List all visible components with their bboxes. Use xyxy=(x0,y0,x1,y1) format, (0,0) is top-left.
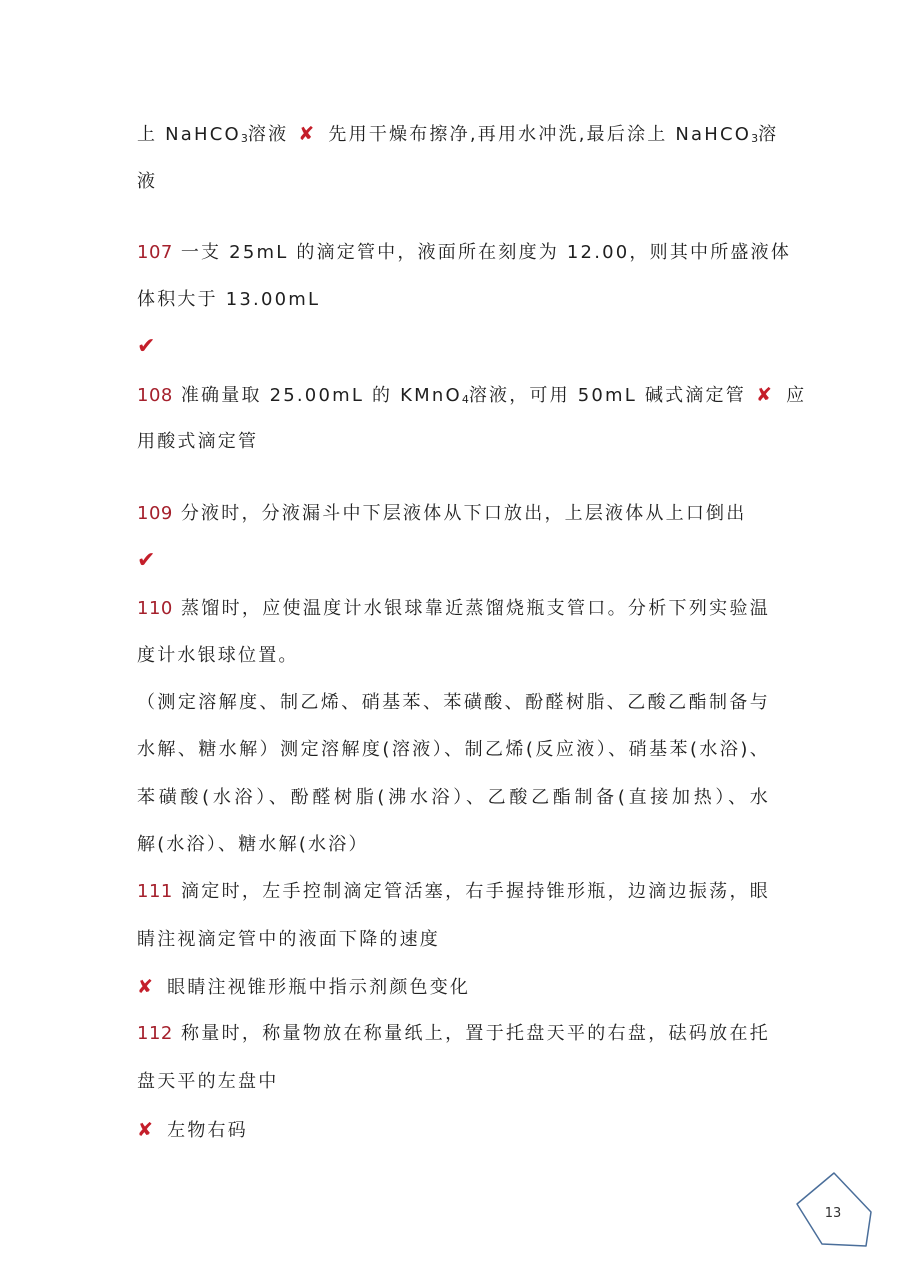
page-number: 13 xyxy=(824,1206,842,1221)
question-108-line-1 xyxy=(137,382,807,411)
question-110-line-5: 苯磺酸(水浴）、酚醛树脂(沸水浴）、乙酸乙酯制备(直接加热）、水 xyxy=(137,787,770,808)
question-112-answer xyxy=(137,1117,770,1144)
subscript: 3 xyxy=(240,132,248,145)
question-text: 溶液，可用 50mL 碱式滴定管 xyxy=(468,385,746,406)
question-text: 滴定时，左手控制滴定管活塞，右手握持锥形瓶，边滴边振荡，眼 xyxy=(180,881,770,902)
continued-statement-line-2: 液 xyxy=(137,171,158,192)
text-segment: 上 NaHCO xyxy=(137,124,241,145)
question-111-line-1 xyxy=(137,879,770,905)
text-segment: 溶液 xyxy=(247,124,289,145)
cross-mark-icon: ✘ xyxy=(298,123,317,145)
answer-text: 应 xyxy=(786,385,807,406)
question-110-line-1 xyxy=(137,596,770,622)
answer-text: 先用干燥布擦净,再用水冲洗,最后涂上 NaHCO xyxy=(328,124,752,145)
cross-mark-icon: ✘ xyxy=(137,976,156,998)
question-number: 109 xyxy=(137,503,173,524)
check-mark-icon: ✔ xyxy=(137,548,158,573)
question-107-line-2: 体积大于 13.00mL xyxy=(137,289,321,310)
question-number: 108 xyxy=(137,385,173,406)
question-111-answer xyxy=(137,974,770,1001)
question-110-line-6: 解(水浴）、糖水解(水浴） xyxy=(137,834,369,855)
question-110-line-2: 度计水银球位置。 xyxy=(137,645,299,666)
question-109-line-1 xyxy=(137,501,770,527)
question-text: 一支 25mL 的滴定管中，液面所在刻度为 12.00，则其中所盛液体 xyxy=(180,242,792,263)
cross-mark-icon: ✘ xyxy=(137,1119,156,1141)
answer-text: 左物右码 xyxy=(167,1120,248,1141)
question-text: 蒸馏时，应使温度计水银球靠近蒸馏烧瓶支管口。分析下列实验温 xyxy=(180,598,770,619)
continued-statement-line-1 xyxy=(137,121,779,150)
cross-mark-icon: ✘ xyxy=(755,384,775,406)
question-110-line-4: 水解、糖水解）测定溶解度(溶液）、制乙烯(反应液）、硝基苯(水浴)、 xyxy=(137,739,770,760)
question-number: 110 xyxy=(137,598,173,619)
subscript: 4 xyxy=(461,393,469,406)
question-107-answer xyxy=(137,334,770,361)
question-text: 分液时，分液漏斗中下层液体从下口放出，上层液体从上口倒出 xyxy=(180,503,747,524)
question-111-line-2: 睛注视滴定管中的液面下降的速度 xyxy=(137,929,440,950)
answer-text: 眼睛注视锥形瓶中指示剂颜色变化 xyxy=(167,977,471,998)
question-number: 112 xyxy=(137,1023,173,1044)
question-number: 107 xyxy=(137,242,173,263)
question-text: 准确量取 25.00mL 的 KMnO xyxy=(180,385,462,406)
question-text: 称量时，称量物放在称量纸上，置于托盘天平的右盘，砝码放在托 xyxy=(180,1023,770,1044)
subscript: 3 xyxy=(751,132,759,145)
question-number: 111 xyxy=(137,881,173,902)
question-112-line-1 xyxy=(137,1021,770,1047)
question-107-line-1 xyxy=(137,240,792,266)
question-108-line-2: 用酸式滴定管 xyxy=(137,431,259,452)
question-109-answer xyxy=(137,548,770,575)
question-112-line-2: 盘天平的左盘中 xyxy=(137,1071,279,1092)
answer-text: 溶 xyxy=(758,124,779,145)
question-110-line-3: （测定溶解度、制乙烯、硝基苯、苯磺酸、酚醛树脂、乙酸乙酯制备与 xyxy=(137,692,770,713)
check-mark-icon: ✔ xyxy=(137,334,158,359)
